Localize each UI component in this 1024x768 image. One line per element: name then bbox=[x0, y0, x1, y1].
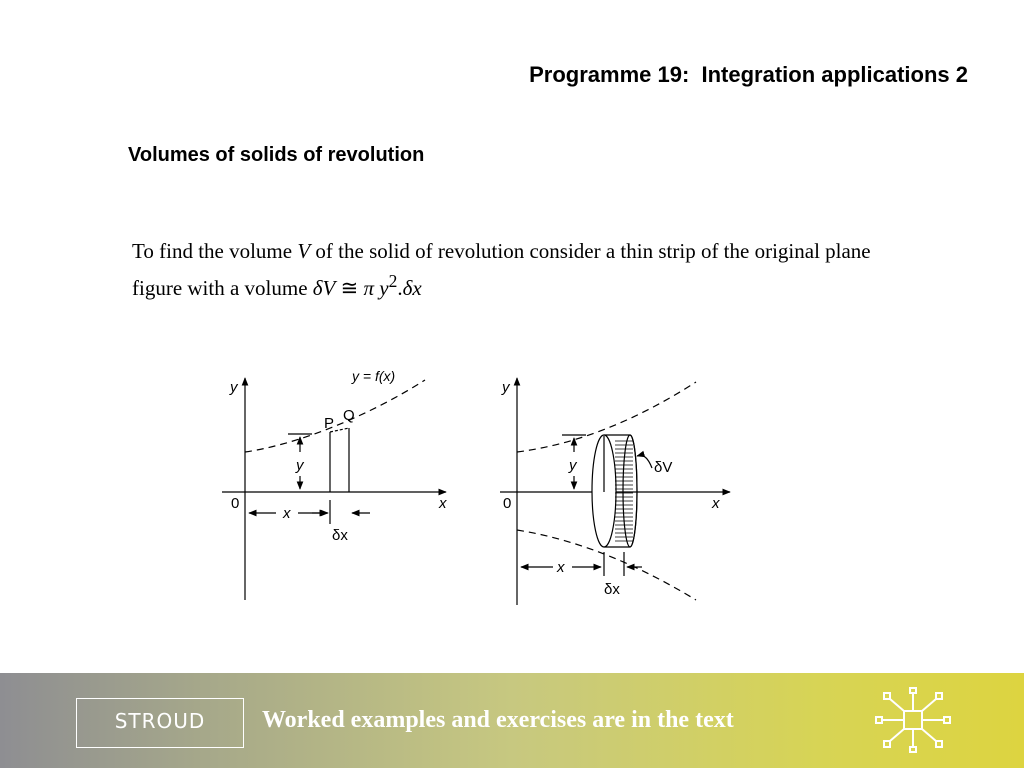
right-y-dim-label: y bbox=[569, 457, 577, 474]
left-x-axis-label: x bbox=[439, 495, 447, 512]
section-heading: Volumes of solids of revolution bbox=[128, 144, 425, 166]
plane-figure bbox=[222, 378, 446, 600]
squared-exponent: 2 bbox=[388, 271, 398, 291]
right-x-dim-label: x bbox=[557, 559, 565, 576]
delta-x-symbol: δx bbox=[402, 276, 422, 300]
footer-note: Worked examples and exercises are in the text bbox=[262, 707, 734, 733]
delta-v-symbol: δV bbox=[312, 276, 336, 300]
volume-symbol: V bbox=[297, 239, 311, 263]
page-title: Programme 19: Integration applications 2 bbox=[529, 62, 968, 87]
footer-band bbox=[0, 673, 1024, 768]
stroud-logo-box: STROUD bbox=[76, 698, 244, 748]
network-node-icon bbox=[872, 687, 956, 755]
right-dx-dim-label: δx bbox=[604, 581, 620, 598]
dot-symbol: . bbox=[397, 276, 403, 300]
curve-label: y = f(x) bbox=[352, 368, 396, 384]
pi-y-symbol: π y bbox=[363, 276, 389, 300]
left-origin-label: 0 bbox=[231, 495, 240, 512]
left-x-dim-label: x bbox=[283, 505, 291, 522]
left-curve bbox=[245, 380, 425, 452]
left-y-axis-label: y bbox=[230, 379, 238, 396]
point-q-label: Q bbox=[343, 407, 355, 424]
approx-symbol: ≅ bbox=[335, 276, 364, 300]
left-figure-labels bbox=[229, 368, 447, 544]
right-y-axis-label: y bbox=[502, 379, 510, 396]
left-y-dim-label: y bbox=[296, 457, 304, 474]
delta-v-label: δV bbox=[654, 459, 673, 476]
left-dx-dim-label: δx bbox=[332, 527, 348, 544]
body-text-1: To find the volume bbox=[132, 239, 298, 263]
solid-figure bbox=[500, 378, 730, 605]
dv-pointer bbox=[637, 456, 652, 469]
point-p-label: P bbox=[324, 415, 335, 432]
right-x-axis-label: x bbox=[712, 495, 720, 512]
right-origin-label: 0 bbox=[503, 495, 512, 512]
body-text-2: of the solid of revolution consider a thin strip of the original plane figure with a volume bbox=[132, 239, 871, 300]
